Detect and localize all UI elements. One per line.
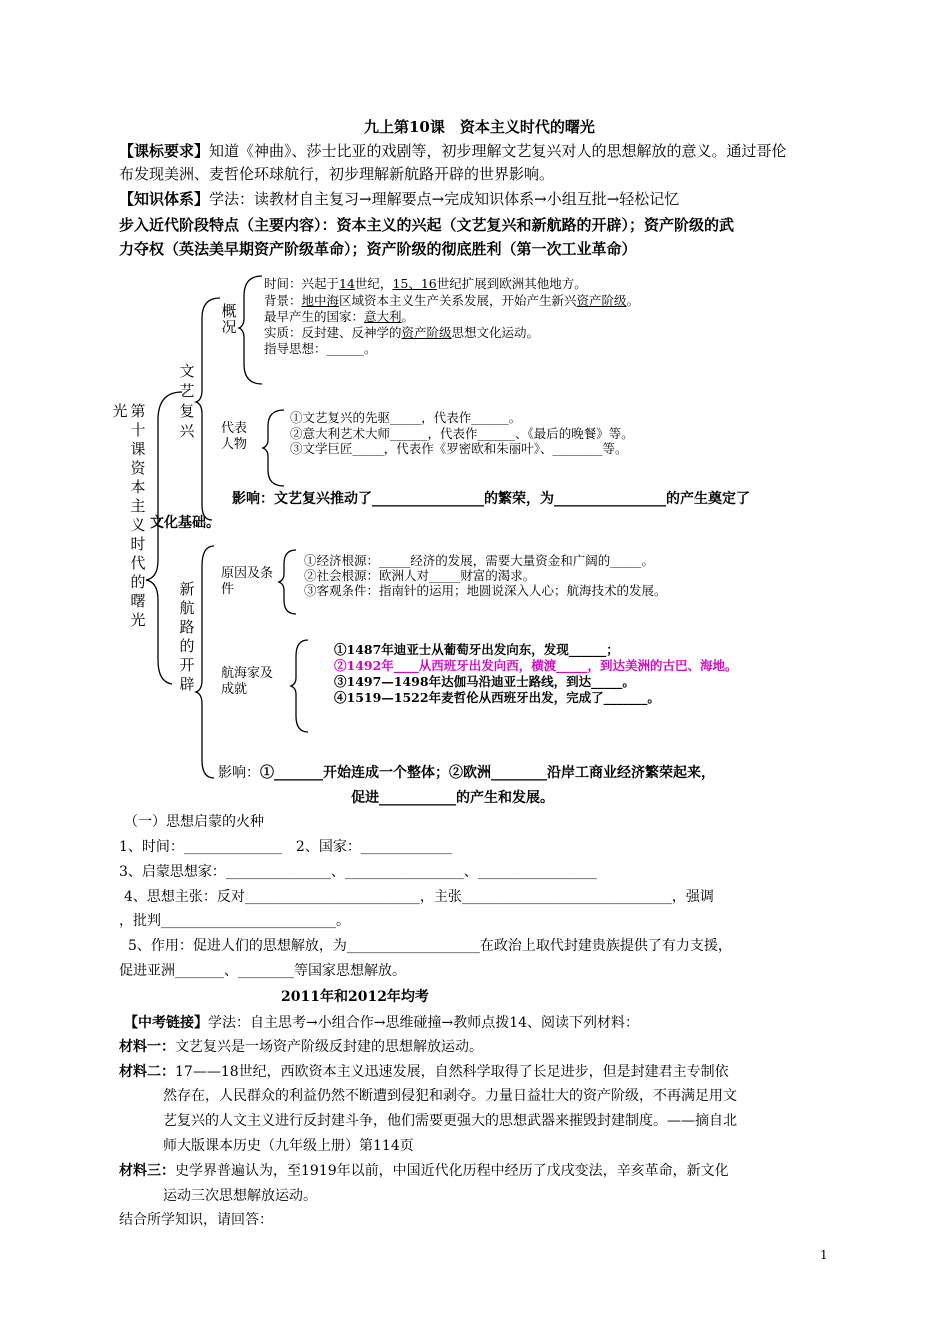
enlightenment-q1: 1、时间：______________ 2、国家：_____________ xyxy=(119,839,452,855)
material-3-line-2: 运动三次思想解放运动。 xyxy=(163,1188,317,1204)
enlightenment-q3: 3、启蒙思想家：_______________、_________________、_________________ xyxy=(119,864,597,880)
overview-label: 概况 xyxy=(221,302,237,336)
renaissance-impact-2: 文化基础。 xyxy=(150,515,220,531)
representative-item-2: ②意大利艺术大师______，代表作______、《最后的晚餐》等。 xyxy=(290,426,634,441)
material-3 xyxy=(119,1161,729,1181)
curriculum-text-2: 布发现美洲、麦哲伦环球航行，初步理解新航路开辟的世界影响。 xyxy=(119,165,555,183)
representative-item-1: ①文艺复兴的先驱_____，代表作______。 xyxy=(290,410,522,425)
new-route-impact-text: ①_______开始连成一个整体；②欧洲________沿岸工商业经济繁荣起来， xyxy=(260,765,715,781)
material-2-line-4: 师大版课本历史（九年级上册）第114页 xyxy=(163,1138,414,1154)
cause-item-1: ①经济根源：_____经济的发展，需要大量资金和广阔的_____。 xyxy=(304,553,655,568)
overview-item-guiding: 指导思想：______。 xyxy=(264,341,377,356)
representatives-label: 代表人物 xyxy=(221,421,248,452)
material-1-line: 文艺复兴是一场资产阶级反封建的思想解放运动。 xyxy=(175,1039,483,1055)
navigator-item-2: ②1492年____从西班牙出发向西，横渡_____，到达美洲的古巴、海地。 xyxy=(334,658,738,673)
stage-features-line-2: 力夺权（英法美早期资产阶级革命）；资产阶级的彻底胜利（第一次工业革命） xyxy=(119,240,637,258)
representative-item-3: ③文学巨匠_____，代表作《罗密欧和朱丽叶》、________等。 xyxy=(290,441,628,456)
knowledge-label: 【知识体系】 xyxy=(119,190,210,208)
knowledge-method: 学法：读教材自主复习→理解要点→完成知识体系→小组互批→轻松记忆 xyxy=(209,190,680,208)
material-2-line-1: 17——18世纪，西欧资本主义迅速发展，自然科学取得了长足进步，但是封建君主专制依 xyxy=(175,1064,729,1080)
overview-item-essence: 实质：反封建、反神学的资产阶级思想文化运动。 xyxy=(264,325,540,340)
material-1 xyxy=(119,1037,483,1057)
enlightenment-heading: （一）思想启蒙的火种 xyxy=(124,814,264,830)
material-2-line-2: 然存在，人民群众的利益仍然不断遭到侵犯和剥夺。力量日益壮大的资产阶级，不再满足用文 xyxy=(163,1088,737,1104)
root-label-char: 光 xyxy=(112,402,128,420)
page-number: 1 xyxy=(820,1248,828,1262)
material-3-line-1: 史学界普遍认为，至1919年以前，中国近代化历程中经历了戊戌变法，辛亥革命，新文化 xyxy=(175,1163,729,1179)
renaissance-impact: 影响：文艺复兴推动了________________的繁荣，为________________的产生奠定了 xyxy=(232,491,750,507)
exam-heading: 2011年和2012年均考 xyxy=(281,989,429,1005)
new-route-impact xyxy=(218,763,715,783)
navigator-item-4: ④1519—1522年麦哲伦从西班牙出发，完成了_______。 xyxy=(334,690,660,705)
root-label: 第十课资本主义时代的曙光 xyxy=(130,402,146,629)
causes-label: 原因及条件 xyxy=(221,566,274,597)
stage-features-line-1: 步入近代阶段特点（主要内容）：资本主义的兴起（文艺复兴和新航路的开辟）；资产阶级的武 xyxy=(119,216,735,234)
exam-link-text: 学法：自主思考→小组合作→思维碰撞→教师点拨14、阅读下列材料： xyxy=(208,1015,640,1031)
overview-item-background: 背景：地中海区域资本主义生产关系发展，开始产生新兴资产阶级。 xyxy=(264,293,640,308)
navigator-item-3: ③1497—1498年达伽马沿迪亚士路线，到达_____。 xyxy=(334,674,635,689)
navigators-label: 航海家及成就 xyxy=(221,666,274,697)
enlightenment-q4b: ，批判_________________________。 xyxy=(119,913,350,929)
exam-link xyxy=(124,1013,639,1033)
cause-item-3: ③客观条件：指南针的运用；地圆说深入人心；航海技术的发展。 xyxy=(304,583,667,598)
material-3-label: 材料三： xyxy=(119,1163,175,1179)
closing-instruction: 结合所学知识，请回答： xyxy=(119,1212,273,1228)
new-route-impact-2: 促进___________的产生和发展。 xyxy=(351,790,554,806)
cause-item-2: ②社会根源：欧洲人对_____财富的渴求。 xyxy=(304,568,536,583)
material-2 xyxy=(119,1062,729,1082)
new-route-impact-label: 影响： xyxy=(218,765,260,781)
material-2-label: 材料二： xyxy=(119,1064,175,1080)
renaissance-label: 文艺复兴 xyxy=(179,362,195,440)
curriculum-label: 【课标要求】 xyxy=(119,142,210,160)
overview-item-time: 时间：兴起于14世纪，15、16世纪扩展到欧洲其他地方。 xyxy=(264,276,587,291)
material-1-label: 材料一： xyxy=(119,1039,175,1055)
overview-item-country: 最早产生的国家：意大利。 xyxy=(264,309,415,324)
enlightenment-q5a: 5、作用：促进人们的思想解放，为___________________在政治上取代封建贵族提供了有力支援， xyxy=(128,938,732,954)
page-title: 九上第10课 资本主义时代的曙光 xyxy=(364,118,595,136)
enlightenment-q5b: 促进亚洲_______、________等国家思想解放。 xyxy=(119,963,406,979)
material-2-line-3: 艺复兴的人文主义进行反封建斗争，他们需要更强大的思想武器来摧毁封建制度。——摘自北 xyxy=(163,1113,737,1129)
enlightenment-q4a: 4、思想主张：反对_________________________，主张______________________________，强调 xyxy=(124,889,714,905)
new-route-label: 新航路的开辟 xyxy=(179,580,195,693)
exam-link-label: 【中考链接】 xyxy=(124,1015,208,1031)
root-label-lead xyxy=(111,402,129,421)
curriculum-text-1: 知道《神曲》、莎士比亚的戏剧等，初步理解文艺复兴对人的思想解放的意义。通过哥伦 xyxy=(209,142,787,160)
navigator-item-1: ①1487年迪亚士从葡萄牙出发向东，发现______； xyxy=(334,642,619,657)
